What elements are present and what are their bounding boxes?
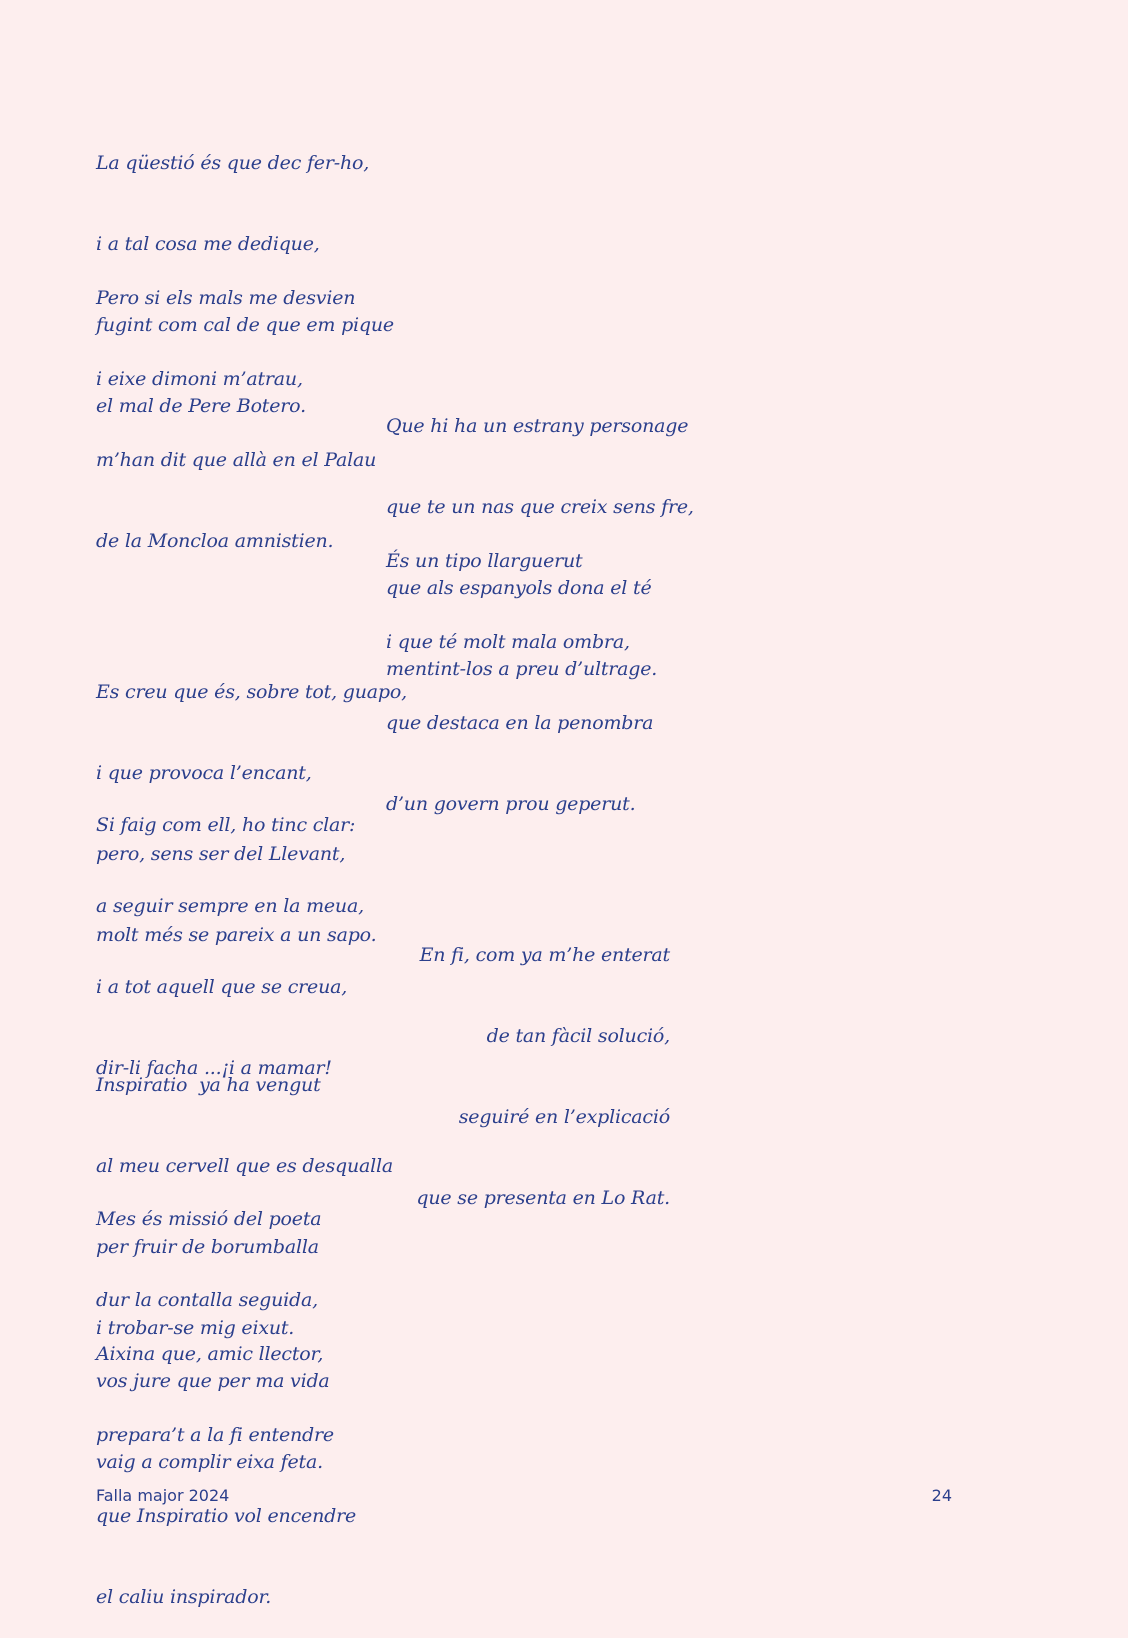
verse-line: La qüestió és que dec fer-ho,	[96, 152, 370, 174]
verse-line: i eixe dimoni m’atrau,	[96, 368, 303, 390]
footer-publication: Falla major 2024	[96, 1486, 230, 1505]
verse-line: Aixina que, amic llector,	[96, 1343, 324, 1365]
verse-line: d’un govern prou geperut.	[386, 793, 636, 815]
verse-line: Es creu que és, sobre tot, guapo,	[96, 681, 407, 703]
verse-line: vos jure que per ma vida	[96, 1370, 330, 1392]
verse-line: de tan fàcil solució,	[486, 1025, 670, 1047]
verse-line: i a tot aquell que se creua,	[96, 976, 348, 998]
verse-line: seguiré en l’explicació	[458, 1106, 670, 1128]
page-number: 24	[931, 1486, 952, 1505]
verse-line: i que té molt mala ombra,	[386, 631, 630, 653]
verse-line: al meu cervell que es desqualla	[96, 1155, 394, 1177]
verse-line: Si faig com ell, ho tinc clar:	[96, 814, 356, 836]
verse-line: prepara’t a la fi entendre	[96, 1424, 334, 1446]
verse-line: fugint com cal de que em pique	[96, 314, 394, 336]
verse-line: i trobar-se mig eixut.	[96, 1317, 295, 1339]
verse-line: de la Moncloa amnistien.	[96, 530, 334, 552]
verse-line: que destaca en la penombra	[386, 712, 654, 734]
verse-line: que se presenta en Lo Rat.	[416, 1187, 670, 1209]
verse-line: vaig a complir eixa feta.	[96, 1451, 323, 1473]
verse-line: que Inspiratio vol encendre	[96, 1505, 356, 1527]
verse-line: el mal de Pere Botero.	[96, 395, 306, 417]
verse-line: Que hi ha un estrany personage	[386, 415, 689, 437]
stanza-2	[96, 231, 376, 582]
verse-line: i que provoca l’encant,	[96, 762, 312, 784]
verse-line: Inspiratio ya ha vengut	[96, 1074, 321, 1096]
verse-line: molt més se pareix a un sapo.	[96, 924, 377, 946]
verse-line: dir-li facha ...¡i a mamar!	[96, 1057, 332, 1079]
verse-line: És un tipo llarguerut	[386, 550, 583, 572]
verse-line: Pero si els mals me desvien	[96, 287, 356, 309]
stanza-10	[96, 1287, 356, 1638]
verse-line: que te un nas que creix sens fre,	[386, 496, 694, 518]
verse-line: Mes és missió del poeta	[96, 1208, 322, 1230]
verse-line: dur la contalla seguida,	[96, 1289, 318, 1311]
verse-line: i a tal cosa me dedique,	[96, 233, 320, 255]
verse-line: el caliu inspirador.	[96, 1586, 272, 1608]
verse-line: pero, sens ser del Llevant,	[96, 843, 346, 865]
verse-line: En fi, com ya m’he enterat	[419, 944, 670, 966]
verse-line: m’han dit que allà en el Palau	[96, 449, 377, 471]
verse-line: que als espanyols dona el té	[386, 577, 652, 599]
verse-line: a seguir sempre en la meua,	[96, 895, 364, 917]
stanza-4	[386, 494, 653, 845]
verse-line: per fruir de borumballa	[96, 1236, 319, 1258]
stanza-7	[416, 888, 670, 1239]
verse-line: mentint-los a preu d’ultrage.	[386, 658, 658, 680]
